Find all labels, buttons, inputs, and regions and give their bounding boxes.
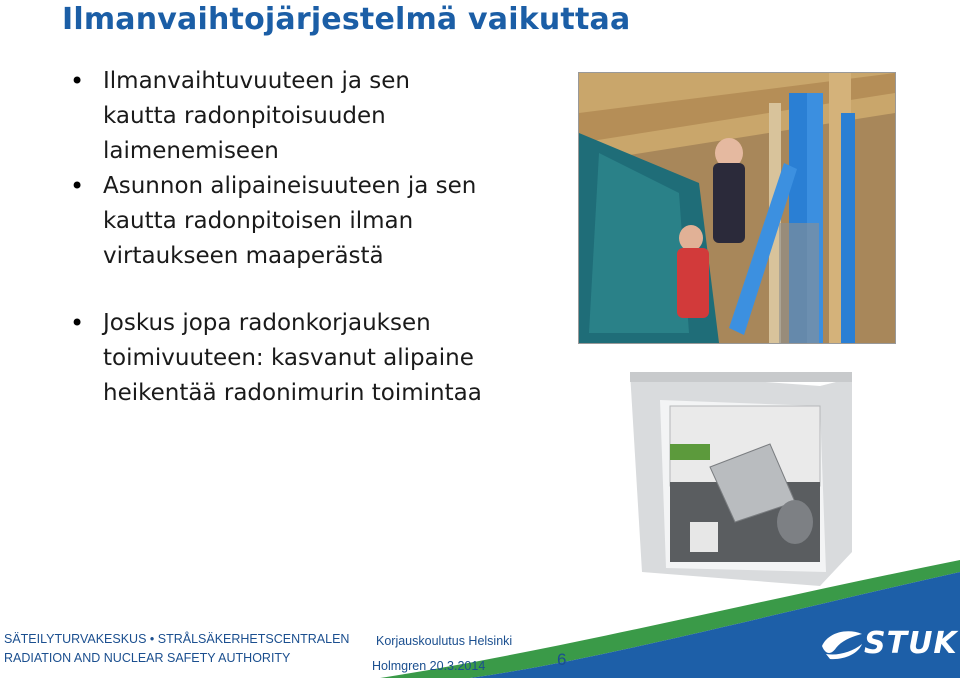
attic-ventilation-photo (578, 72, 896, 344)
stuk-logo-text: STUK (864, 626, 958, 661)
footer-org-line2: RADIATION AND NUCLEAR SAFETY AUTHORITY (4, 651, 291, 665)
slide-title: Ilmanvaihtojärjestelmä vaikuttaa (62, 2, 631, 37)
bullet-item: • Asunnon alipaineisuuteen ja sen kautta radonpitoisen ilman virtaukseen maaperästä (70, 169, 490, 274)
bullet-list (70, 64, 490, 411)
bullet-item: • Ilmanvaihtuvuuteen ja sen kautta radonpitoisuuden laimenemiseen (70, 64, 490, 169)
footer-org-line1: SÄTEILYTURVAKESKUS • STRÅLSÄKERHETSCENTRALEN (4, 632, 350, 646)
footer-course: Korjauskoulutus Helsinki (376, 634, 513, 648)
bullet-item: • Joskus jopa radonkorjauksen toimivuuteen: kasvanut alipaine heikentää radonimurin toimintaa (70, 306, 490, 411)
ventilation-unit-photo (630, 372, 852, 586)
footer-author-date: Holmgren 20.3.2014 (372, 659, 486, 673)
page-number: 6 (557, 650, 567, 669)
